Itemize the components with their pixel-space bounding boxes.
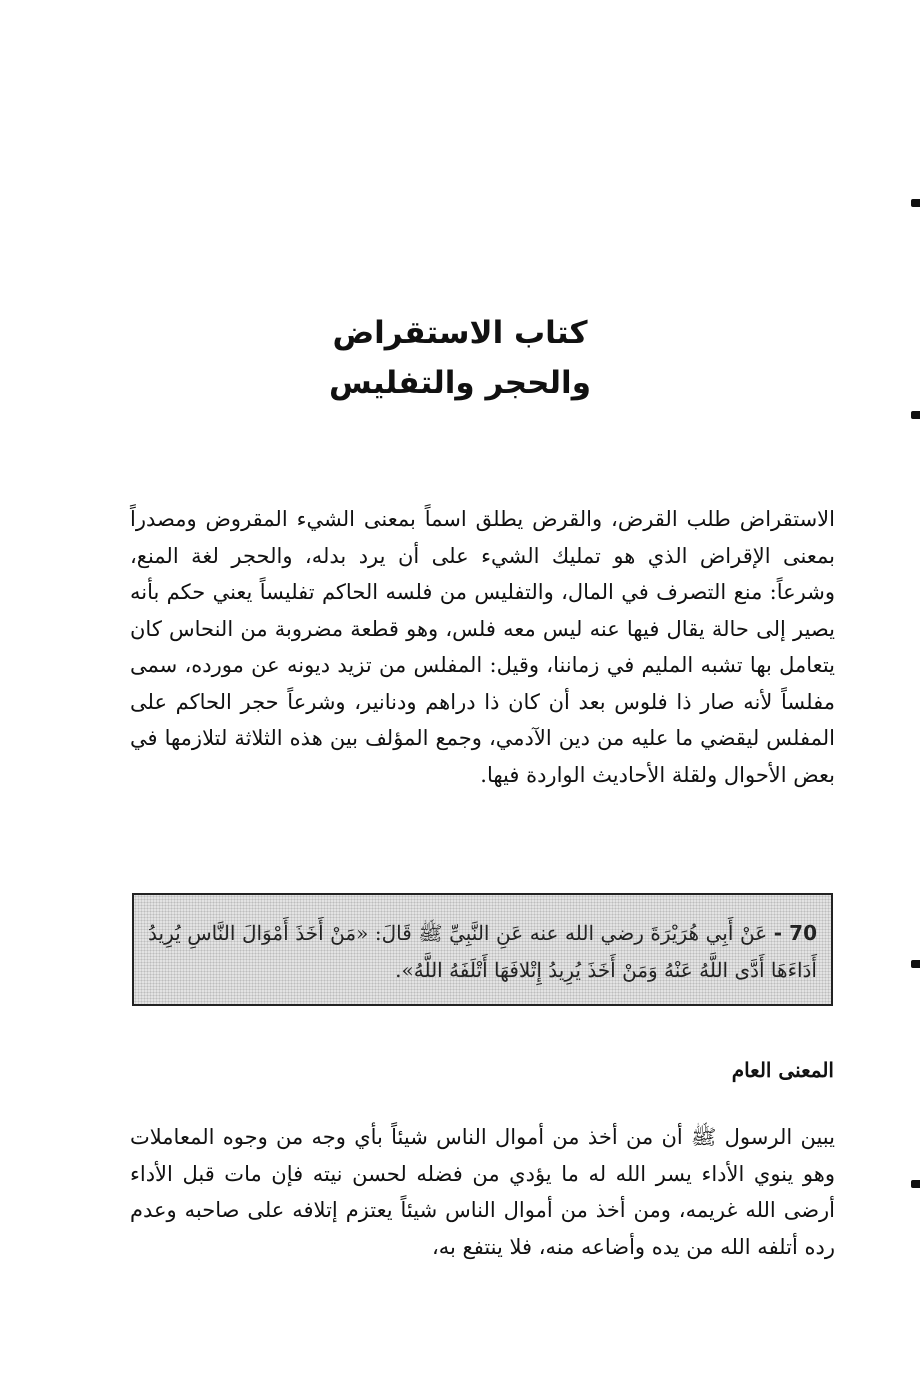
general-meaning-paragraph: يبين الرسول ﷺ أن من أخذ من أموال الناس شيئاً بأي وجه من وجوه المعاملات وهو ينوي الأداء يسر الله له ما يؤدي من فضله لحسن نيته فإن مات قبل الأداء أرضى الله غريمه، ومن أخذ من أموال الناس شيئاً يعتزم إتلافه على صاحبه وعدم رده أتلفه الله من يده وأضاعه منه، فلا ينتفع به، [130,1125,836,1259]
page-edge-mark [911,1180,920,1188]
hadith-number: 70 - [773,921,818,945]
chapter-title-line-2: والحجر والتفليس [329,365,591,401]
hadith-paragraph [148,915,817,989]
page-edge-mark [911,199,920,207]
chapter-title-line-1: كتاب الاستقراض [332,315,588,351]
hadith-text: عَنْ أَبِي هُرَيْرَةَ رضي الله عنه عَنِ النَّبِيِّ ﷺ قَالَ: «مَنْ أَخَذَ أَمْوَالَ النَّاسِ يُرِيدُ أَدَاءَهَا أَدَّى اللَّهُ عَنْهُ وَمَنْ أَخَذَ يُرِيدُ إِتْلافَهَا أَتْلَفَهُ اللَّهُ». [148,921,817,982]
chapter-title [200,308,720,408]
hadith-box [132,893,833,1006]
intro-paragraph: الاستقراض طلب القرض، والقرض يطلق اسماً بمعنى الشيء المقروض ومصدراً بمعنى الإقراض الذي هو تمليك الشيء على أن يرد بدله، والحجر لغة المنع، وشرعاً: منع التصرف في المال، والتفليس من فلسه الحاكم تفليساً يعني حكم بأنه يصير إلى حالة يقال فيها عنه ليس معه فلس، وهو قطعة مضروبة من النحاس كان يتعامل بها تشبه المليم في زماننا، وقيل: المفلس من تزيد ديونه عن مورده، سمى مفلساً لأنه صار ذا فلوس بعد أن كان ذا دراهم ودنانير، وشرعاً حجر الحاكم على المفلس ليقضي ما عليه من دين الآدمي، وجمع المؤلف بين هذه الثلاثة لتلازمها في بعض الأحوال ولقلة الأحاديث الواردة فيها. [130,507,835,787]
page-edge-mark [911,960,920,968]
section-heading: المعنى العام [731,1058,834,1082]
page-edge-mark [911,411,920,419]
